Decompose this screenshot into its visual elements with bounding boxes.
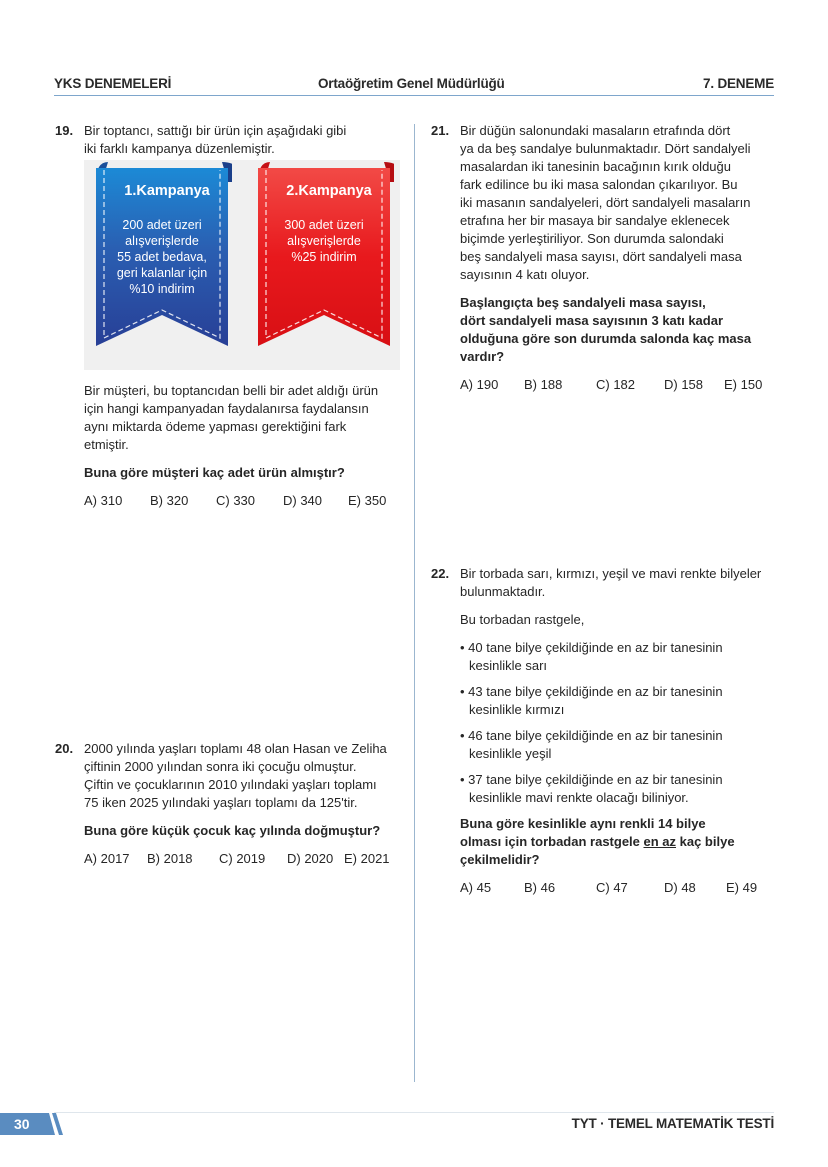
- option-b[interactable]: B) 320: [150, 493, 189, 508]
- question-text-line: Bir müşteri, bu toptancıdan belli bir adet aldığı ürün: [84, 383, 379, 398]
- page-number-tab: [0, 1113, 64, 1135]
- question-number: 19.: [55, 123, 74, 138]
- question-text-line: etmiştir.: [84, 437, 129, 452]
- condition-item: [460, 727, 790, 763]
- option-b[interactable]: B) 188: [524, 377, 563, 392]
- question-text-line: aynı miktarda ödeme yapması gerektiğini fark: [84, 419, 347, 434]
- option-d[interactable]: D) 158: [664, 377, 704, 392]
- campaign-line: %10 indirim: [129, 282, 195, 296]
- answer-options: [460, 376, 780, 394]
- question-prompt-line: çekilmelidir?: [460, 852, 540, 867]
- condition-item: [460, 683, 790, 719]
- prompt-text: kaç bilye: [676, 834, 735, 849]
- question-text-line: ya da beş sandalye bulunmaktadır. Dört sandalyeli: [460, 141, 751, 156]
- page-header: [54, 74, 774, 96]
- option-e[interactable]: E) 150: [724, 377, 763, 392]
- campaign-line: 200 adet üzeri: [122, 218, 202, 232]
- header-exam-number: 7. DENEME: [703, 76, 774, 91]
- question-text-line: 2000 yılında yaşları toplamı 48 olan Hasan ve Zeliha: [84, 741, 387, 756]
- campaign-line: %25 indirim: [291, 250, 357, 264]
- question-text-line: Bir torbada sarı, kırmızı, yeşil ve mavi renkte bilyeler: [460, 566, 762, 581]
- option-b[interactable]: B) 46: [524, 880, 556, 895]
- option-d[interactable]: D) 2020: [287, 851, 334, 866]
- campaign-1-title: 1.Kampanya: [124, 183, 210, 199]
- question-text-line: Bir toptancı, sattığı bir ürün için aşağıdaki gibi: [84, 123, 347, 138]
- campaign-1-ribbon: [92, 160, 232, 348]
- question-number: 21.: [431, 123, 450, 138]
- prompt-text: olması için torbadan rastgele: [460, 834, 644, 849]
- condition-line: kesinlikle kırmızı: [469, 702, 565, 717]
- question-text-line: Bir düğün salonundaki masaların etrafında dört: [460, 123, 731, 138]
- campaign-line: alışverişlerde: [125, 234, 199, 248]
- condition-line: • 43 tane bilye çekildiğinde en az bir tanesinin: [460, 684, 723, 699]
- condition-line: kesinlikle mavi renkte olacağı biliniyor.: [469, 790, 689, 805]
- option-d[interactable]: D) 48: [664, 880, 696, 895]
- answer-options: [460, 879, 790, 897]
- condition-line: • 37 tane bilye çekildiğinde en az bir tanesinin: [460, 772, 723, 787]
- question-prompt: [460, 294, 780, 366]
- campaign-1-details: [92, 217, 232, 297]
- question-19-body: [84, 382, 404, 510]
- question-text-line: sayısının 4 katı oluyor.: [460, 267, 590, 282]
- question-20: [55, 740, 404, 868]
- question-text-line: biçimde yerleştiriliyor. Son durumda salondaki: [460, 231, 724, 246]
- option-e[interactable]: E) 350: [348, 493, 387, 508]
- question-prompt-line: dört sandalyeli masa sayısının 3 katı kadar: [460, 313, 724, 328]
- question-text-line: için hangi kampanyadan faydalanırsa faydalansın: [84, 401, 369, 416]
- question-prompt: [460, 815, 790, 869]
- column-divider: [414, 124, 415, 1082]
- condition-line: kesinlikle yeşil: [469, 746, 552, 761]
- option-c[interactable]: C) 330: [216, 493, 256, 508]
- question-22: [431, 565, 790, 897]
- condition-line: • 40 tane bilye çekildiğinde en az bir tanesinin: [460, 640, 723, 655]
- question-text-line: masalardan iki tanesinin bacağının kırık olduğu: [460, 159, 731, 174]
- question-prompt-line: Buna göre kesinlikle aynı renkli 14 bilye: [460, 816, 706, 831]
- question-number: 22.: [431, 566, 450, 581]
- campaign-2-ribbon: [254, 160, 394, 348]
- campaign-figure: [84, 160, 400, 370]
- condition-item: [460, 639, 790, 675]
- question-text-line: beş sandalyeli masa sayısı, dört sandalyeli masa: [460, 249, 742, 264]
- footer-rule: [54, 1112, 774, 1113]
- header-publisher: Ortaöğretim Genel Müdürlüğü: [318, 76, 505, 91]
- option-a[interactable]: A) 310: [84, 493, 123, 508]
- campaign-line: 55 adet bedava,: [117, 250, 207, 264]
- question-text-line: çiftinin 2000 yılından sonra iki çocuğu olmuştur.: [84, 759, 357, 774]
- campaign-2-title: 2.Kampanya: [286, 183, 372, 199]
- question-prompt-line: Başlangıçta beş sandalyeli masa sayısı,: [460, 295, 706, 310]
- question-prompt: Buna göre küçük çocuk kaç yılında doğmuştur?: [84, 823, 381, 838]
- option-a[interactable]: A) 45: [460, 880, 492, 895]
- answer-options: [84, 492, 404, 510]
- option-b[interactable]: B) 2018: [147, 851, 193, 866]
- campaign-line: geri kalanlar için: [116, 266, 208, 280]
- question-text-line: 75 iken 2025 yılındaki yaşları toplamı da 125'tir.: [84, 795, 358, 810]
- option-a[interactable]: A) 2017: [84, 851, 130, 866]
- header-series-title: YKS DENEMELERİ: [54, 76, 172, 91]
- question-text-line: Bu torbadan rastgele,: [460, 612, 585, 627]
- question-text-line: Çiftin ve çocuklarının 2010 yılındaki yaşları toplamı: [84, 777, 377, 792]
- condition-line: • 46 tane bilye çekildiğinde en az bir tanesinin: [460, 728, 723, 743]
- footer-test-title: TYT · TEMEL MATEMATİK TESTİ: [571, 1116, 774, 1131]
- option-e[interactable]: E) 2021: [344, 851, 390, 866]
- answer-options: [84, 850, 404, 868]
- campaign-line: alışverişlerde: [287, 234, 361, 248]
- option-d[interactable]: D) 340: [283, 493, 323, 508]
- option-c[interactable]: C) 47: [596, 880, 628, 895]
- campaign-line: 300 adet üzeri: [284, 218, 364, 232]
- option-a[interactable]: A) 190: [460, 377, 499, 392]
- page-number: 30: [14, 1116, 30, 1132]
- condition-item: [460, 771, 790, 807]
- question-text-line: iki farklı kampanya düzenlemiştir.: [84, 141, 275, 156]
- prompt-emphasis: en az: [643, 834, 677, 849]
- question-19: [55, 122, 404, 158]
- question-text-line: fark edilince bu iki masa salondan çıkarılıyor. Bu: [460, 177, 738, 192]
- option-e[interactable]: E) 49: [726, 880, 758, 895]
- question-prompt-line: olduğuna göre son durumda salonda kaç masa: [460, 331, 752, 346]
- condition-line: kesinlikle sarı: [469, 658, 548, 673]
- question-prompt: Buna göre müşteri kaç adet ürün almıştır?: [84, 465, 345, 480]
- option-c[interactable]: C) 182: [596, 377, 636, 392]
- question-number: 20.: [55, 741, 74, 756]
- question-prompt-line: vardır?: [460, 349, 505, 364]
- question-prompt-line: [460, 833, 790, 851]
- question-21: [431, 122, 780, 394]
- question-text-line: iki masanın sandalyeleri, dört sandalyeli masaların: [460, 195, 751, 210]
- question-text-line: bulunmaktadır.: [460, 584, 546, 599]
- campaign-2-details: [254, 217, 394, 265]
- question-text-line: etrafına her bir masaya bir sandalye eklenecek: [460, 213, 730, 228]
- option-c[interactable]: C) 2019: [219, 851, 266, 866]
